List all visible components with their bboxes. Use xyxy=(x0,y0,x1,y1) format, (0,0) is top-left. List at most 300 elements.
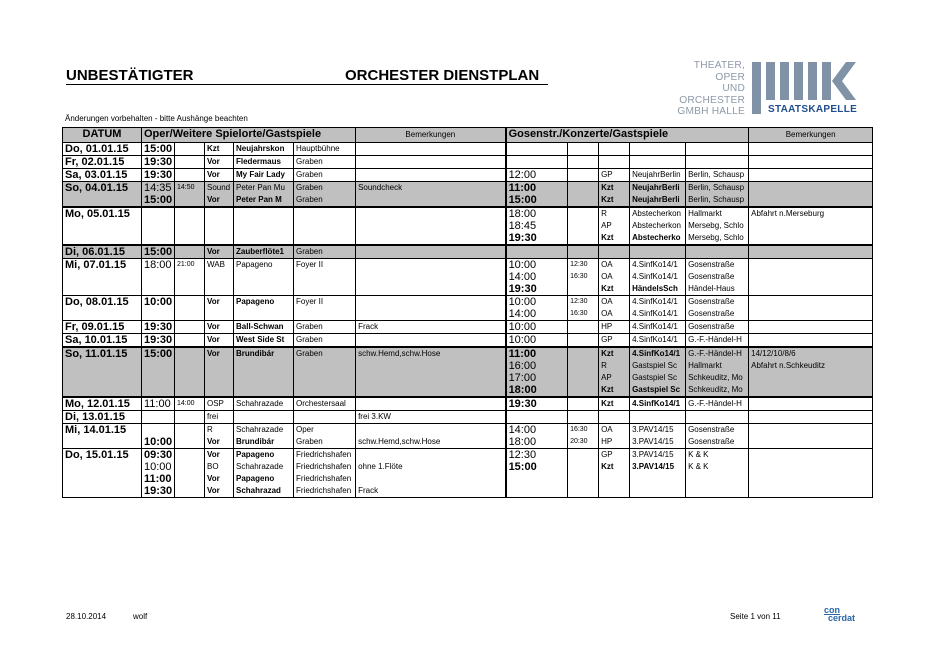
oper-remark-line xyxy=(358,143,503,155)
konzert-remark xyxy=(749,156,873,169)
oper-place-line: Friedrichshafen xyxy=(296,462,352,471)
konzert-time-line xyxy=(509,411,566,423)
oper-code-line xyxy=(207,220,231,232)
konzert-end-line xyxy=(570,372,596,384)
konzert-time-line: 11:00 xyxy=(508,348,537,360)
konzert-title-line: 3.PAV14/15 xyxy=(632,425,674,434)
oper-title-line: My Fair Lady xyxy=(236,170,285,179)
oper-title xyxy=(234,156,294,169)
konzert-time xyxy=(506,245,568,259)
oper-end-line xyxy=(177,424,202,436)
konzert-title xyxy=(630,334,686,348)
konzert-title xyxy=(630,207,686,245)
oper-code xyxy=(205,156,234,169)
konzert-remark-line xyxy=(751,473,870,485)
oper-code-line: Vor xyxy=(207,322,220,331)
konzert-code xyxy=(599,207,630,245)
oper-place-line: Foyer II xyxy=(296,297,324,306)
oper-title-line: West Side St xyxy=(236,335,285,344)
footer-date: 28.10.2014 xyxy=(66,612,107,621)
oper-end xyxy=(175,182,205,208)
konzert-time-line: 15:00 xyxy=(508,461,537,473)
konzert-place-line: Schkeuditz, Mo xyxy=(688,385,743,394)
konzert-title xyxy=(630,321,686,334)
konzert-title-line: 4.SinfKo14/1 xyxy=(632,399,681,408)
konzert-end-line xyxy=(570,220,596,232)
konzert-code-line: Kzt xyxy=(601,349,614,358)
konzert-time-line xyxy=(509,156,566,168)
oper-end-line xyxy=(177,232,202,244)
oper-time xyxy=(142,182,175,208)
oper-title xyxy=(234,245,294,259)
konzert-end-line xyxy=(570,473,596,485)
oper-title xyxy=(234,321,294,334)
oper-end-line xyxy=(177,449,202,461)
header-konzerte: Gosenstr./Konzerte/Gastspiele xyxy=(506,128,749,143)
oper-remark-line xyxy=(358,360,503,372)
konzert-end xyxy=(568,411,599,424)
konzert-code-line: OA xyxy=(601,297,613,306)
konzert-remark xyxy=(749,296,873,321)
oper-title-line: Neujahrskon xyxy=(236,144,285,153)
konzert-title xyxy=(630,245,686,259)
oper-end-line xyxy=(177,271,202,283)
konzert-code-line: HP xyxy=(601,322,613,331)
konzert-place-line: K & K xyxy=(688,462,709,471)
konzert-code-line: Kzt xyxy=(601,462,614,471)
oper-time-line: 15:00 xyxy=(144,143,173,155)
konzert-end-line xyxy=(570,485,596,497)
oper-title xyxy=(234,143,294,156)
konzert-title-line: Abstecherkon xyxy=(632,209,681,218)
oper-end-line xyxy=(177,220,202,232)
oper-end-line xyxy=(177,296,202,308)
logo-brand: STAATSKAPELLE xyxy=(768,104,858,115)
logo-text xyxy=(663,60,745,118)
oper-time-line: 15:00 xyxy=(144,246,173,258)
oper-end-line xyxy=(177,485,202,497)
oper-time-line: 14:35 xyxy=(144,182,172,194)
oper-code-line xyxy=(207,208,231,220)
oper-code-line: Vor xyxy=(207,335,220,344)
oper-title xyxy=(234,259,294,296)
logo-line2: UND ORCHESTER xyxy=(679,83,745,106)
konzert-time xyxy=(506,182,568,208)
konzert-time-line: 10:00 xyxy=(508,296,537,308)
konzert-time-line: 10:00 xyxy=(508,259,537,271)
konzert-time-line xyxy=(509,246,566,258)
oper-place xyxy=(294,182,356,208)
konzert-end-line: 12:30 xyxy=(570,261,588,268)
oper-remark xyxy=(356,259,506,296)
oper-remark xyxy=(356,449,506,498)
oper-code xyxy=(205,182,234,208)
konzert-title-line xyxy=(632,473,683,485)
konzert-code xyxy=(599,169,630,182)
oper-time-line: 19:30 xyxy=(144,485,173,497)
oper-place xyxy=(294,245,356,259)
oper-title-line xyxy=(236,232,291,244)
konzert-place-line xyxy=(688,485,746,497)
date-cell: Do, 01.01.15 xyxy=(63,143,142,156)
oper-place-line: Graben xyxy=(296,437,323,446)
date-cell: Mo, 05.01.15 xyxy=(63,207,142,245)
oper-code xyxy=(205,245,234,259)
konzert-code xyxy=(599,259,630,296)
oper-title-line: Papageno xyxy=(236,297,275,306)
konzert-place-line: G.-F.-Händel-H xyxy=(688,335,742,344)
oper-code-line: Vor xyxy=(207,195,220,204)
konzert-place-line xyxy=(688,473,746,485)
oper-code-line: Vor xyxy=(207,297,220,306)
oper-end xyxy=(175,321,205,334)
konzert-code-line: OA xyxy=(601,309,613,318)
oper-place-line xyxy=(296,208,353,220)
konzert-end-line: 16:30 xyxy=(570,426,588,433)
oper-time-line: 19:30 xyxy=(144,169,173,181)
date-cell: So, 04.01.15 xyxy=(63,182,142,208)
oper-code-line: Vor xyxy=(207,450,220,459)
oper-place-line xyxy=(296,308,353,320)
title-right: ORCHESTER DIENSTPLAN xyxy=(345,67,540,84)
oper-time-line: 09:30 xyxy=(144,449,173,461)
oper-code-line: Vor xyxy=(207,486,220,495)
konzert-end-line: 16:30 xyxy=(570,310,588,317)
konzert-place xyxy=(686,169,749,182)
konzert-remark-line xyxy=(751,424,870,436)
oper-place-line: Foyer II xyxy=(296,260,324,269)
header-bemerkungen-oper: Bemerkungen xyxy=(356,128,506,143)
date-cell: Do, 08.01.15 xyxy=(63,296,142,321)
konzert-place-line: Gosenstraße xyxy=(688,437,735,446)
konzert-end xyxy=(568,259,599,296)
oper-remark-line xyxy=(358,449,503,461)
date-cell: So, 11.01.15 xyxy=(63,347,142,397)
day-row xyxy=(63,397,873,411)
konzert-time-line: 10:00 xyxy=(508,321,537,333)
konzert-remark xyxy=(749,424,873,449)
oper-end-line xyxy=(177,194,202,206)
oper-place-line: Oper xyxy=(296,425,314,434)
konzert-end-line xyxy=(570,182,596,194)
oper-end xyxy=(175,449,205,498)
oper-place-line xyxy=(296,220,353,232)
konzert-place-line: Gosenstraße xyxy=(688,309,735,318)
konzert-title-line: 4.SinfKo14/1 xyxy=(632,335,678,344)
oper-remark xyxy=(356,207,506,245)
konzert-place-line xyxy=(688,156,746,168)
day-row xyxy=(63,321,873,334)
konzert-end xyxy=(568,347,599,397)
konzert-remark-line xyxy=(751,232,870,244)
oper-end-line xyxy=(177,473,202,485)
konzert-remark-line xyxy=(751,372,870,384)
konzert-remark xyxy=(749,347,873,397)
konzert-end-line xyxy=(570,194,596,206)
konzert-place xyxy=(686,143,749,156)
konzert-place xyxy=(686,296,749,321)
oper-remark-line xyxy=(358,271,503,283)
konzert-title-line: 4.SinfKo14/1 xyxy=(632,322,678,331)
konzert-remark-line: 14/12/10/8/6 xyxy=(751,349,796,358)
oper-time xyxy=(142,424,175,449)
oper-time-line: 19:30 xyxy=(144,156,173,168)
oper-end-line xyxy=(177,348,202,360)
oper-code-line: Vor xyxy=(207,437,220,446)
oper-place-line: Friedrichshafen xyxy=(296,450,352,459)
oper-title-line xyxy=(236,411,291,423)
oper-time xyxy=(142,347,175,397)
konzert-title-line: HändelsSch xyxy=(632,284,678,293)
date-cell: Mi, 07.01.15 xyxy=(63,259,142,296)
konzert-place-line: Hallmarkt xyxy=(688,209,722,218)
konzert-code-line xyxy=(601,156,627,168)
konzert-end xyxy=(568,182,599,208)
konzert-time-line: 12:30 xyxy=(508,449,537,461)
oper-code xyxy=(205,169,234,182)
oper-code-line xyxy=(207,308,231,320)
konzert-time xyxy=(506,321,568,334)
konzert-end-line xyxy=(570,334,596,346)
oper-title-line xyxy=(236,271,291,283)
konzert-remark-line xyxy=(751,143,870,155)
konzert-remark xyxy=(749,143,873,156)
oper-remark-line xyxy=(358,473,503,485)
oper-time xyxy=(142,259,175,296)
oper-code xyxy=(205,449,234,498)
konzert-time-line: 10:00 xyxy=(508,334,537,346)
oper-end-line xyxy=(177,436,202,448)
konzert-title xyxy=(630,411,686,424)
konzert-end xyxy=(568,397,599,411)
konzert-code-line: AP xyxy=(601,373,612,382)
konzert-title xyxy=(630,449,686,498)
konzert-remark-line xyxy=(751,283,870,295)
oper-end-line xyxy=(177,321,202,333)
konzert-end-line xyxy=(570,348,596,360)
konzert-remark xyxy=(749,334,873,348)
oper-code xyxy=(205,321,234,334)
konzert-end-line xyxy=(570,232,596,244)
date-cell: Mi, 14.01.15 xyxy=(63,424,142,449)
oper-title-line: Schahrazad xyxy=(236,486,281,495)
konzert-remark-line xyxy=(751,398,870,410)
oper-code-line: Sound xyxy=(207,183,231,192)
konzert-code-line: OA xyxy=(601,425,613,434)
logo-bar-3 xyxy=(780,62,789,100)
oper-time-line xyxy=(144,411,172,423)
konzert-time-line xyxy=(509,143,566,155)
oper-remark xyxy=(356,182,506,208)
konzert-title-line: 4.SinfKo14/1 xyxy=(632,272,678,281)
oper-end-line: 14:50 xyxy=(177,184,195,191)
konzert-title-line: 3.PAV14/15 xyxy=(632,437,674,446)
konzert-code-line xyxy=(601,485,627,497)
oper-end xyxy=(175,169,205,182)
konzert-code-line xyxy=(601,411,627,423)
konzert-title-line: NeujahrBerli xyxy=(632,183,680,192)
konzert-code xyxy=(599,296,630,321)
day-row xyxy=(63,259,873,296)
date-cell: Sa, 03.01.15 xyxy=(63,169,142,182)
konzert-place-line: Mersebg, Schlo xyxy=(688,221,744,230)
oper-title xyxy=(234,347,294,397)
oper-time-line: 18:00 xyxy=(144,259,172,271)
konzert-code-line: OA xyxy=(601,260,613,269)
konzert-end-line xyxy=(570,449,596,461)
konzert-title-line: 4.SinfKo14/1 xyxy=(632,309,678,318)
oper-place-line xyxy=(296,372,353,384)
konzert-time-line xyxy=(509,485,566,497)
oper-time-line xyxy=(144,208,172,220)
konzert-place-line: Gosenstraße xyxy=(688,297,735,306)
oper-time-line xyxy=(144,271,172,283)
oper-title-line: Peter Pan M xyxy=(236,195,282,204)
day-row xyxy=(63,296,873,321)
oper-place xyxy=(294,334,356,348)
oper-end xyxy=(175,411,205,424)
konzert-time-line: 11:00 xyxy=(508,182,537,194)
footer-page: Seite 1 von 11 xyxy=(730,612,781,621)
header-bemerkungen-konzerte: Bemerkungen xyxy=(749,128,873,143)
konzert-remark-line xyxy=(751,296,870,308)
oper-place xyxy=(294,411,356,424)
konzert-time xyxy=(506,424,568,449)
oper-code xyxy=(205,296,234,321)
oper-time-line xyxy=(144,220,172,232)
oper-end xyxy=(175,143,205,156)
oper-place xyxy=(294,207,356,245)
konzert-time-line xyxy=(509,473,566,485)
oper-place-line: Graben xyxy=(296,349,323,358)
oper-time xyxy=(142,321,175,334)
konzert-code xyxy=(599,397,630,411)
oper-remark xyxy=(356,156,506,169)
konzert-time-line: 18:00 xyxy=(508,436,537,448)
oper-end xyxy=(175,245,205,259)
konzert-time-line: 17:00 xyxy=(508,372,537,384)
oper-end xyxy=(175,334,205,348)
oper-title xyxy=(234,449,294,498)
oper-code-line: BO xyxy=(207,462,219,471)
oper-code xyxy=(205,334,234,348)
oper-place-line: Graben xyxy=(296,170,323,179)
konzert-time-line: 18:00 xyxy=(508,208,537,220)
day-row xyxy=(63,169,873,182)
logo-line1: THEATER, OPER xyxy=(693,60,745,83)
oper-code-line: Kzt xyxy=(207,144,220,153)
oper-code xyxy=(205,259,234,296)
konzert-place xyxy=(686,321,749,334)
oper-end-line: 21:00 xyxy=(177,261,195,268)
oper-end-line: 14:00 xyxy=(177,400,195,407)
oper-end-line xyxy=(177,156,202,168)
konzert-title xyxy=(630,397,686,411)
oper-code-line: Vor xyxy=(207,170,220,179)
konzert-place-line: Gosenstraße xyxy=(688,260,735,269)
konzert-time-line: 15:00 xyxy=(508,194,537,206)
konzert-title xyxy=(630,156,686,169)
konzert-remark xyxy=(749,411,873,424)
konzert-place xyxy=(686,245,749,259)
oper-title xyxy=(234,296,294,321)
konzert-end xyxy=(568,143,599,156)
konzert-place-line xyxy=(688,246,746,258)
duty-schedule-table xyxy=(62,127,873,498)
oper-remark-line: Frack xyxy=(358,486,379,495)
konzert-end-line xyxy=(570,461,596,473)
konzert-code-line: Kzt xyxy=(601,233,614,242)
oper-title-line: Fledermaus xyxy=(236,157,281,166)
konzert-code-line: AP xyxy=(601,221,612,230)
oper-title xyxy=(234,182,294,208)
oper-place xyxy=(294,347,356,397)
konzert-title-line: 3.PAV14/15 xyxy=(632,462,675,471)
day-row xyxy=(63,411,873,424)
konzert-end-line xyxy=(570,283,596,295)
oper-end-line xyxy=(177,360,202,372)
day-row xyxy=(63,182,873,208)
oper-place-line: Graben xyxy=(296,335,323,344)
konzert-place-line: Schkeuditz, Mo xyxy=(688,373,743,382)
konzert-place xyxy=(686,449,749,498)
oper-place xyxy=(294,296,356,321)
oper-place-line: Graben xyxy=(296,157,323,166)
oper-place xyxy=(294,143,356,156)
logo-bar-2 xyxy=(766,62,775,100)
oper-end-line xyxy=(177,334,202,346)
konzert-time xyxy=(506,449,568,498)
konzert-end xyxy=(568,207,599,245)
konzert-title xyxy=(630,182,686,208)
oper-remark-line xyxy=(358,194,503,206)
title-underline-right xyxy=(216,84,548,85)
konzert-time-line: 14:00 xyxy=(508,424,537,436)
konzert-remark-line xyxy=(751,220,870,232)
oper-time-line: 19:30 xyxy=(144,321,173,333)
konzert-remark-line: Abfahrt n.Merseburg xyxy=(751,209,825,218)
oper-code-line: Vor xyxy=(207,157,220,166)
oper-title xyxy=(234,207,294,245)
day-row xyxy=(63,143,873,156)
konzert-code-line: Kzt xyxy=(601,385,614,394)
konzert-title-line xyxy=(632,411,683,423)
oper-remark xyxy=(356,169,506,182)
konzert-code-line: OA xyxy=(601,272,613,281)
oper-end xyxy=(175,156,205,169)
konzert-code xyxy=(599,321,630,334)
oper-place xyxy=(294,259,356,296)
title-underline-left xyxy=(66,84,216,85)
konzert-title-line: NeujahrBerli xyxy=(632,195,680,204)
oper-code-line xyxy=(207,271,231,283)
konzert-end xyxy=(568,424,599,449)
oper-remark-line: ohne 1.Flöte xyxy=(358,462,403,471)
oper-remark xyxy=(356,411,506,424)
oper-end-line xyxy=(177,143,202,155)
oper-code xyxy=(205,143,234,156)
oper-place-line: Friedrichshafen xyxy=(296,474,352,483)
konzert-time-line: 19:30 xyxy=(508,398,537,410)
konzert-time-line: 19:30 xyxy=(508,283,537,295)
oper-time xyxy=(142,143,175,156)
konzert-end-line xyxy=(570,156,596,168)
oper-time-line: 10:00 xyxy=(144,436,173,448)
oper-remark xyxy=(356,424,506,449)
konzert-place-line: Berlin, Schausp xyxy=(688,183,745,192)
oper-title-line: Schahrazade xyxy=(236,425,284,434)
konzert-place xyxy=(686,334,749,348)
